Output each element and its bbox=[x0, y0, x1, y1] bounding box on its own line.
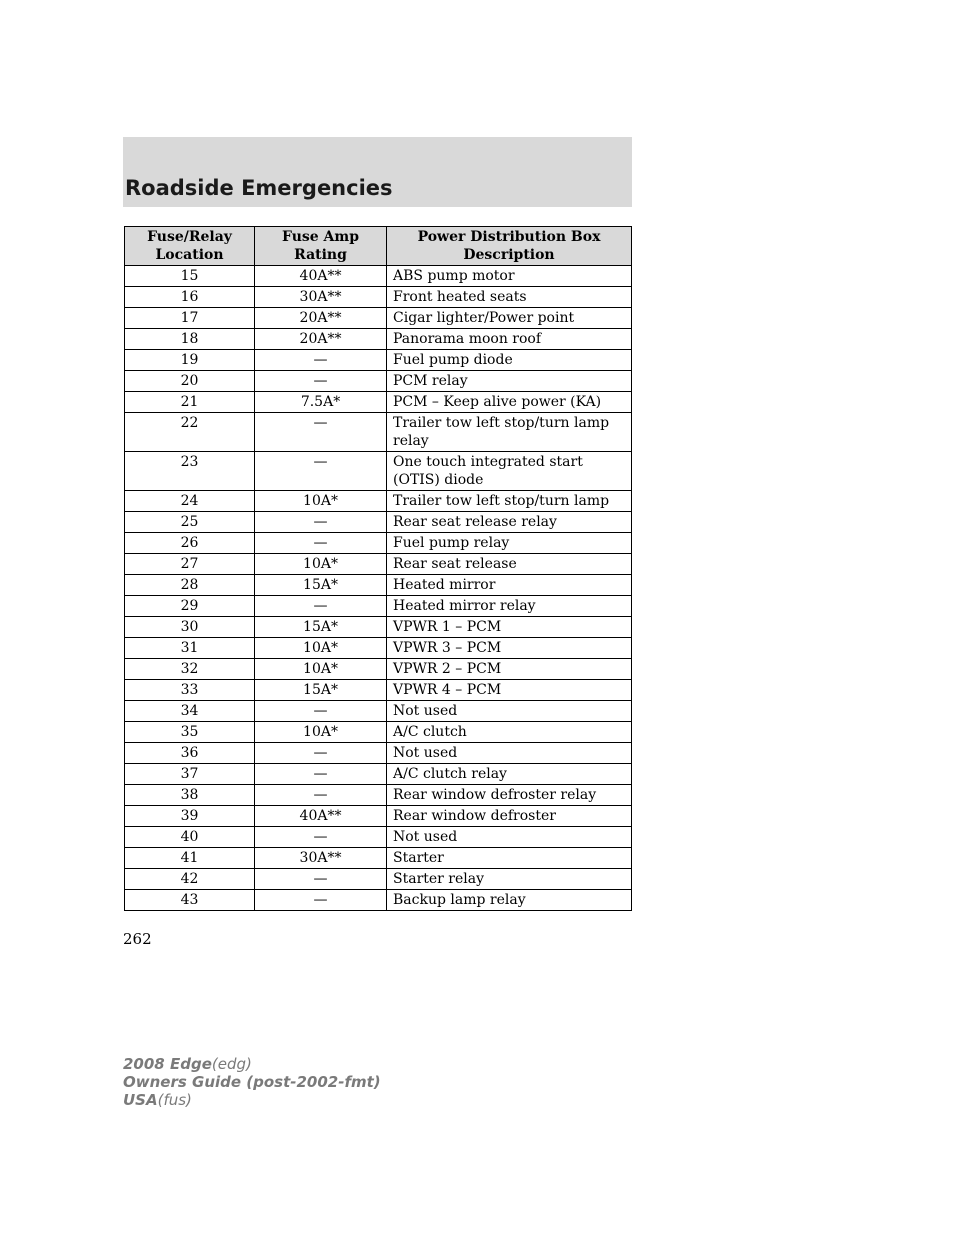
fuse-location-cell: 23 bbox=[125, 452, 255, 491]
fuse-description-cell: PCM relay bbox=[387, 371, 632, 392]
table-row bbox=[125, 827, 632, 848]
fuse-amp-cell: — bbox=[255, 785, 387, 806]
fuse-description-cell: A/C clutch bbox=[387, 722, 632, 743]
fuse-location-cell: 22 bbox=[125, 413, 255, 452]
fuse-description-cell: Fuel pump diode bbox=[387, 350, 632, 371]
table-row bbox=[125, 617, 632, 638]
fuse-amp-cell: 10A* bbox=[255, 638, 387, 659]
footer-line-2 bbox=[123, 1073, 381, 1091]
fuse-location-cell: 26 bbox=[125, 533, 255, 554]
fuse-amp-cell: 30A** bbox=[255, 848, 387, 869]
fuse-amp-cell: 20A** bbox=[255, 308, 387, 329]
fuse-description-cell: Starter bbox=[387, 848, 632, 869]
fuse-location-cell: 32 bbox=[125, 659, 255, 680]
fuse-description-cell: Trailer tow left stop/turn lamp bbox=[387, 491, 632, 512]
fuse-location-cell: 38 bbox=[125, 785, 255, 806]
fuse-description-cell: ABS pump motor bbox=[387, 266, 632, 287]
table-row bbox=[125, 554, 632, 575]
fuse-location-cell: 15 bbox=[125, 266, 255, 287]
fuse-description-cell: Heated mirror bbox=[387, 575, 632, 596]
fuse-amp-cell: 10A* bbox=[255, 659, 387, 680]
column-header-amp-rating: Fuse Amp Rating bbox=[255, 227, 387, 266]
fuse-amp-cell: — bbox=[255, 413, 387, 452]
section-title: Roadside Emergencies bbox=[125, 176, 393, 200]
footer-line-1 bbox=[123, 1055, 381, 1073]
fuse-amp-cell: 15A* bbox=[255, 680, 387, 701]
fuse-location-cell: 42 bbox=[125, 869, 255, 890]
fuse-description-cell: VPWR 1 – PCM bbox=[387, 617, 632, 638]
fuse-description-cell: Panorama moon roof bbox=[387, 329, 632, 350]
fuse-description-cell: Rear window defroster bbox=[387, 806, 632, 827]
table-row bbox=[125, 350, 632, 371]
table-row bbox=[125, 890, 632, 911]
fuse-amp-cell: 10A* bbox=[255, 491, 387, 512]
fuse-amp-cell: 10A* bbox=[255, 554, 387, 575]
footer-market: USA bbox=[123, 1091, 158, 1109]
fuse-location-cell: 31 bbox=[125, 638, 255, 659]
fuse-amp-cell: — bbox=[255, 869, 387, 890]
footer-line-3 bbox=[123, 1091, 381, 1109]
table-row bbox=[125, 491, 632, 512]
page-number: 262 bbox=[123, 930, 152, 948]
fuse-description-cell: Rear window defroster relay bbox=[387, 785, 632, 806]
table-row bbox=[125, 392, 632, 413]
table-row bbox=[125, 266, 632, 287]
fuse-location-cell: 35 bbox=[125, 722, 255, 743]
fuse-description-cell: Front heated seats bbox=[387, 287, 632, 308]
table-row bbox=[125, 680, 632, 701]
table-row bbox=[125, 659, 632, 680]
table-row bbox=[125, 806, 632, 827]
footer-guide: Owners Guide (post-2002-fmt) bbox=[123, 1073, 381, 1091]
table-row bbox=[125, 869, 632, 890]
fuse-description-cell: One touch integrated start (OTIS) diode bbox=[387, 452, 632, 491]
fuse-location-cell: 29 bbox=[125, 596, 255, 617]
fuse-description-cell: Not used bbox=[387, 827, 632, 848]
fuse-description-cell: Starter relay bbox=[387, 869, 632, 890]
fuse-description-cell: Heated mirror relay bbox=[387, 596, 632, 617]
fuse-location-cell: 17 bbox=[125, 308, 255, 329]
fuse-description-cell: VPWR 4 – PCM bbox=[387, 680, 632, 701]
fuse-location-cell: 16 bbox=[125, 287, 255, 308]
fuse-amp-cell: — bbox=[255, 701, 387, 722]
fuse-location-cell: 25 bbox=[125, 512, 255, 533]
fuse-location-cell: 18 bbox=[125, 329, 255, 350]
fuse-description-cell: Not used bbox=[387, 701, 632, 722]
fuse-description-cell: Trailer tow left stop/turn lamp relay bbox=[387, 413, 632, 452]
fuse-description-cell: Backup lamp relay bbox=[387, 890, 632, 911]
fuse-table bbox=[124, 226, 632, 911]
table-row bbox=[125, 533, 632, 554]
fuse-description-cell: Rear seat release bbox=[387, 554, 632, 575]
fuse-location-cell: 20 bbox=[125, 371, 255, 392]
fuse-location-cell: 33 bbox=[125, 680, 255, 701]
table-row bbox=[125, 308, 632, 329]
fuse-description-cell: PCM – Keep alive power (KA) bbox=[387, 392, 632, 413]
table-row bbox=[125, 371, 632, 392]
table-row bbox=[125, 512, 632, 533]
fuse-location-cell: 37 bbox=[125, 764, 255, 785]
fuse-amp-cell: — bbox=[255, 350, 387, 371]
fuse-description-cell: Fuel pump relay bbox=[387, 533, 632, 554]
column-header-description: Power Distribution Box Description bbox=[387, 227, 632, 266]
fuse-amp-cell: — bbox=[255, 452, 387, 491]
fuse-amp-cell: 40A** bbox=[255, 806, 387, 827]
fuse-description-cell: Rear seat release relay bbox=[387, 512, 632, 533]
footer-model: 2008 Edge bbox=[123, 1055, 212, 1073]
fuse-location-cell: 34 bbox=[125, 701, 255, 722]
fuse-amp-cell: — bbox=[255, 890, 387, 911]
fuse-location-cell: 24 bbox=[125, 491, 255, 512]
table-row bbox=[125, 575, 632, 596]
fuse-amp-cell: — bbox=[255, 764, 387, 785]
fuse-location-cell: 36 bbox=[125, 743, 255, 764]
fuse-amp-cell: 15A* bbox=[255, 575, 387, 596]
table-row bbox=[125, 413, 632, 452]
table-row bbox=[125, 329, 632, 350]
fuse-amp-cell: — bbox=[255, 596, 387, 617]
footer-model-code: (edg) bbox=[211, 1055, 252, 1073]
fuse-amp-cell: — bbox=[255, 371, 387, 392]
fuse-amp-cell: — bbox=[255, 533, 387, 554]
fuse-amp-cell: 20A** bbox=[255, 329, 387, 350]
fuse-location-cell: 21 bbox=[125, 392, 255, 413]
document-footer bbox=[123, 1055, 381, 1109]
table-row bbox=[125, 452, 632, 491]
table-row bbox=[125, 764, 632, 785]
fuse-location-cell: 43 bbox=[125, 890, 255, 911]
table-row bbox=[125, 596, 632, 617]
fuse-amp-cell: 7.5A* bbox=[255, 392, 387, 413]
table-row bbox=[125, 743, 632, 764]
fuse-location-cell: 30 bbox=[125, 617, 255, 638]
fuse-amp-cell: — bbox=[255, 743, 387, 764]
table-row bbox=[125, 722, 632, 743]
fuse-amp-cell: — bbox=[255, 512, 387, 533]
fuse-amp-cell: — bbox=[255, 827, 387, 848]
table-body bbox=[125, 266, 632, 911]
table-row bbox=[125, 638, 632, 659]
fuse-description-cell: A/C clutch relay bbox=[387, 764, 632, 785]
table-header-row bbox=[125, 227, 632, 266]
fuse-amp-cell: 15A* bbox=[255, 617, 387, 638]
table-row bbox=[125, 287, 632, 308]
fuse-location-cell: 41 bbox=[125, 848, 255, 869]
table-row bbox=[125, 701, 632, 722]
fuse-location-cell: 39 bbox=[125, 806, 255, 827]
fuse-location-cell: 40 bbox=[125, 827, 255, 848]
fuse-description-cell: VPWR 3 – PCM bbox=[387, 638, 632, 659]
fuse-amp-cell: 40A** bbox=[255, 266, 387, 287]
fuse-location-cell: 19 bbox=[125, 350, 255, 371]
fuse-description-cell: VPWR 2 – PCM bbox=[387, 659, 632, 680]
column-header-location: Fuse/Relay Location bbox=[125, 227, 255, 266]
fuse-description-cell: Cigar lighter/Power point bbox=[387, 308, 632, 329]
table-row bbox=[125, 785, 632, 806]
fuse-amp-cell: 10A* bbox=[255, 722, 387, 743]
table-row bbox=[125, 848, 632, 869]
fuse-location-cell: 28 bbox=[125, 575, 255, 596]
fuse-location-cell: 27 bbox=[125, 554, 255, 575]
footer-market-code: (fus) bbox=[157, 1091, 192, 1109]
fuse-description-cell: Not used bbox=[387, 743, 632, 764]
fuse-amp-cell: 30A** bbox=[255, 287, 387, 308]
